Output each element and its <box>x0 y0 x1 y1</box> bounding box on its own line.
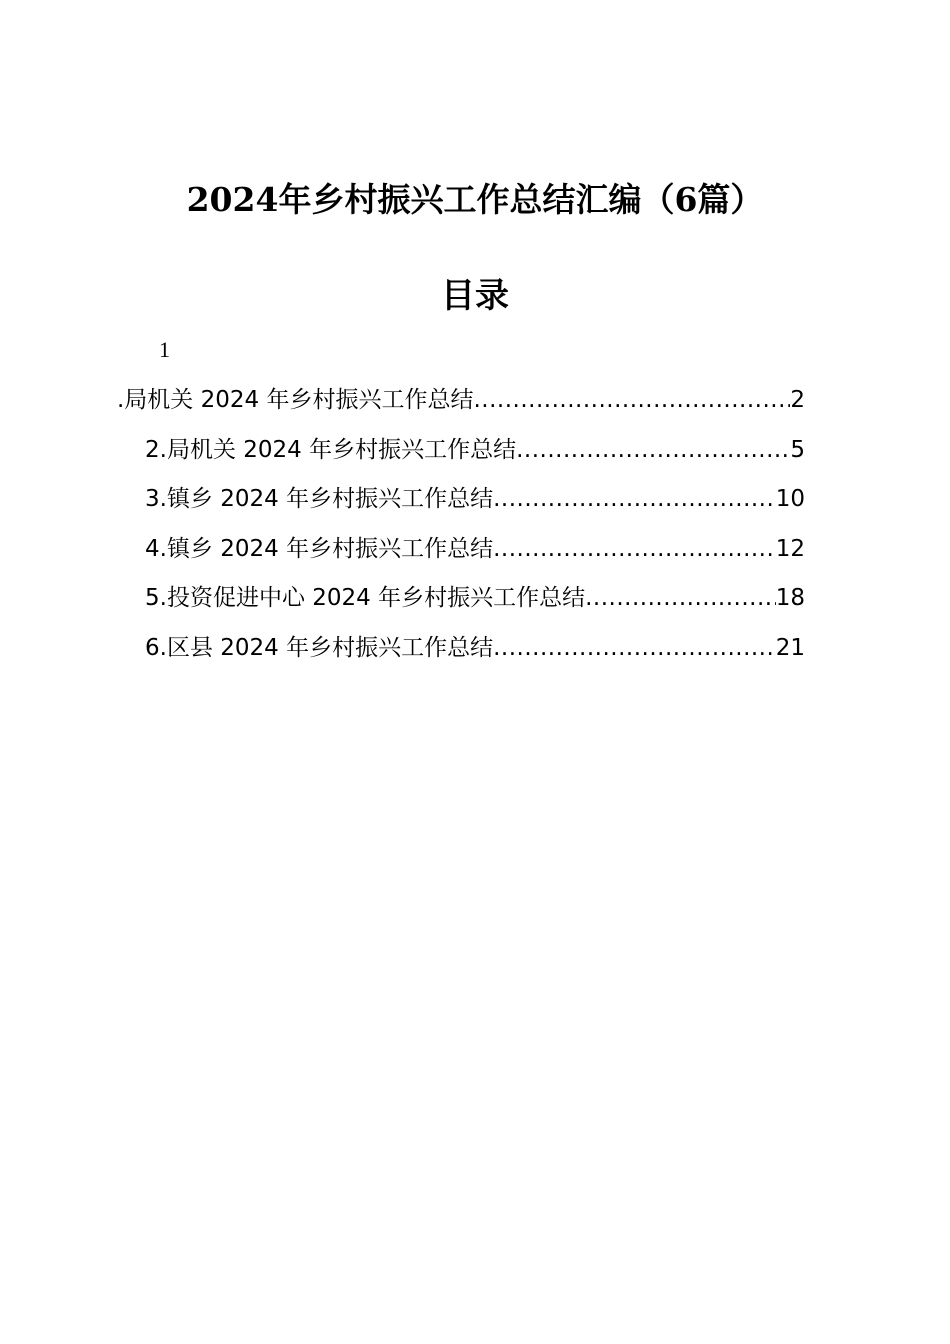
toc-entry-6[interactable] <box>145 628 805 668</box>
toc-entry-title: 5.投资促进中心 2024 年乡村振兴工作总结 <box>145 585 586 611</box>
toc-entry-title: 2.局机关 2024 年乡村振兴工作总结 <box>145 437 517 463</box>
toc-entry-title: 6.区县 2024 年乡村振兴工作总结 <box>145 635 494 661</box>
toc-entry-title: .局机关 2024 年乡村振兴工作总结 <box>117 387 474 413</box>
toc-page-number: 18 <box>775 585 805 611</box>
toc-entry-4[interactable] <box>145 529 805 569</box>
toc-entry-5[interactable] <box>145 578 805 618</box>
toc-entry-title: 3.镇乡 2024 年乡村振兴工作总结 <box>145 486 494 512</box>
toc-entry-2[interactable] <box>145 430 805 470</box>
toc-entry-title: 4.镇乡 2024 年乡村振兴工作总结 <box>145 536 494 562</box>
toc-stray-number: 1 <box>159 337 170 362</box>
toc-entry-3[interactable] <box>145 479 805 519</box>
toc-dot-leader <box>493 479 776 519</box>
toc-dot-leader <box>493 529 776 569</box>
toc-page-number: 5 <box>790 437 805 463</box>
toc-dot-leader <box>516 430 790 470</box>
toc-page-number: 21 <box>775 635 805 661</box>
toc-entry-1[interactable] <box>117 380 805 420</box>
toc-page-number: 12 <box>775 536 805 562</box>
toc-dot-leader <box>585 578 776 618</box>
toc-page-number: 2 <box>790 387 805 413</box>
toc-dot-leader <box>493 628 776 668</box>
toc-page-number: 10 <box>775 486 805 512</box>
toc-heading: 目录 <box>441 276 509 316</box>
document-title: 2024年乡村振兴工作总结汇编（6篇） <box>186 180 764 219</box>
toc-dot-leader <box>473 380 790 420</box>
